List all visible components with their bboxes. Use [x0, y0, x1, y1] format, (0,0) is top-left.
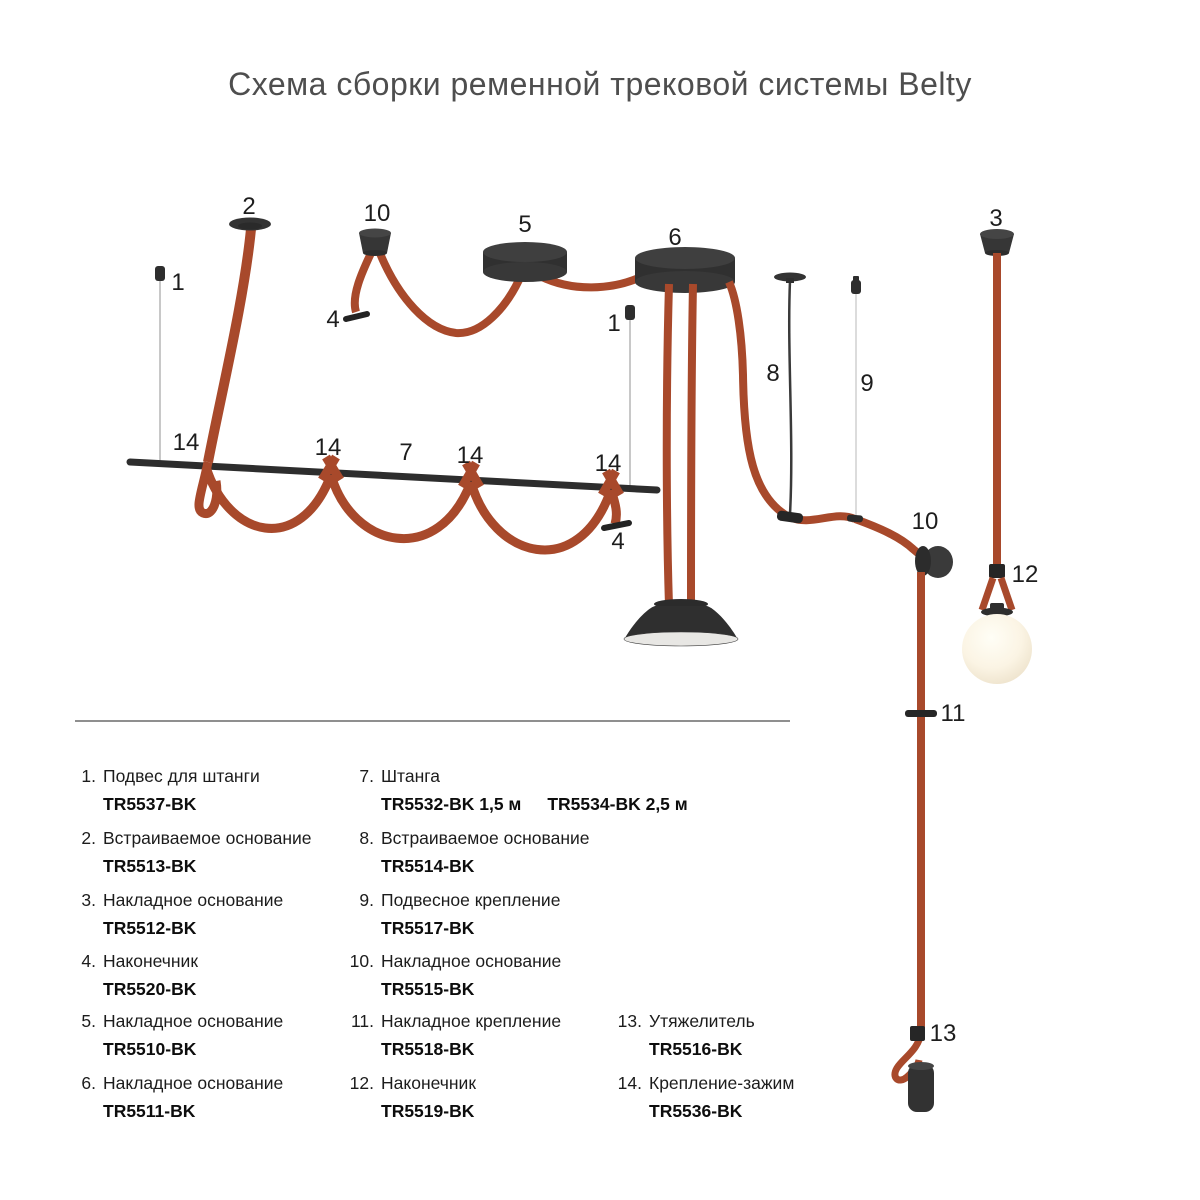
legend-item-11 [340, 1010, 561, 1060]
legend-label: Накладное основание [103, 890, 284, 910]
legend-code: TR5514-BK [381, 856, 475, 876]
legend-num: 9. [359, 890, 374, 910]
legend-code: TR5536-BK [649, 1101, 743, 1121]
surface-base-10-top [359, 229, 391, 257]
legend-code: TR5518-BK [381, 1039, 475, 1059]
legend-num: 11. [350, 1011, 374, 1031]
belt-clamp-13 [910, 1026, 925, 1041]
surface-base-5 [483, 242, 567, 282]
legend-code: TR5510-BK [103, 1039, 197, 1059]
callout-7: 7 [399, 439, 413, 466]
legend-label: Встраиваемое основание [381, 828, 590, 848]
callout-8: 8 [766, 360, 780, 387]
callout-10-bottom: 10 [911, 508, 939, 535]
callout-5: 5 [518, 211, 532, 238]
rod-suspension-left [155, 266, 165, 463]
legend-label: Подвесное крепление [381, 890, 561, 910]
legend-code: TR5512-BK [103, 918, 197, 938]
callout-4-right: 4 [611, 528, 625, 555]
callout-11: 11 [940, 700, 966, 727]
belt-clamp-8 [776, 510, 803, 524]
callout-14-c: 14 [456, 442, 484, 469]
legend-code: TR5537-BK [103, 794, 197, 814]
legend-item-1 [70, 765, 260, 815]
legend-code: TR5519-BK [381, 1101, 475, 1121]
callout-1-left: 1 [171, 269, 185, 296]
page-title: Схема сборки ременной трековой системы Belty [228, 66, 972, 102]
legend-label: Наконечник [103, 951, 198, 971]
legend-num: 14. [617, 1073, 642, 1093]
legend-label: Встраиваемое основание [103, 828, 312, 848]
legend-code: TR5513-BK [103, 856, 197, 876]
legend-item-7 [340, 765, 688, 815]
surface-base-6 [635, 247, 735, 293]
callout-6: 6 [668, 224, 682, 251]
legend-label: Крепление-зажим [649, 1073, 795, 1093]
callout-4-left: 4 [326, 306, 340, 333]
legend-num: 2. [81, 828, 96, 848]
legend-item-10 [340, 950, 561, 1000]
legend-code: TR5520-BK [103, 979, 197, 999]
callout-10-top: 10 [363, 200, 391, 227]
legend-num: 3. [81, 890, 96, 910]
legend-item-2 [70, 827, 312, 877]
legend-code: TR5532-BK 1,5 м [381, 794, 522, 814]
legend-code: TR5511-BK [103, 1101, 196, 1121]
surface-base-3 [980, 229, 1014, 256]
legend-item-9 [340, 889, 560, 939]
legend-label: Накладное основание [103, 1073, 284, 1093]
legend-item-5 [70, 1010, 283, 1060]
callout-13: 13 [929, 1020, 957, 1047]
legend-num: 1. [81, 766, 96, 786]
belt-clamp-12 [989, 564, 1005, 578]
legend-code: TR5516-BK [649, 1039, 743, 1059]
legend-code-2: TR5534-BK 2,5 м [547, 794, 688, 814]
legend-item-12 [340, 1072, 476, 1122]
weight-13 [908, 1062, 934, 1112]
rod-suspension-right [625, 305, 635, 487]
legend-label: Накладное основание [103, 1011, 284, 1031]
legend-label: Накладное крепление [381, 1011, 562, 1031]
callout-14-b: 14 [314, 434, 342, 461]
sphere-lamp [962, 578, 1032, 684]
callout-1-right: 1 [607, 310, 621, 337]
legend-num: 13. [617, 1011, 642, 1031]
legend-item-4 [70, 950, 198, 1000]
legend-num: 4. [81, 951, 96, 971]
legend-num: 7. [359, 766, 374, 786]
legend-num: 5. [81, 1011, 96, 1031]
legend-item-6 [70, 1072, 283, 1122]
legend-separator [75, 720, 790, 722]
legend-label: Утяжелитель [649, 1011, 755, 1031]
legend-code: TR5517-BK [381, 918, 475, 938]
legend-num: 6. [81, 1073, 96, 1093]
legend-label: Штанга [381, 766, 440, 786]
callout-2: 2 [242, 193, 256, 220]
cone-lamp [624, 599, 738, 646]
recessed-base-8 [774, 273, 806, 515]
legend-code: TR5515-BK [381, 979, 475, 999]
belts-from-base-6 [667, 282, 933, 606]
belt-clamp-9 [847, 514, 863, 522]
legend-label: Наконечник [381, 1073, 476, 1093]
callout-3: 3 [989, 205, 1003, 232]
legend-num: 12. [349, 1073, 374, 1093]
callout-14-d: 14 [594, 450, 622, 477]
legend-item-3 [70, 889, 283, 939]
legend-label: Накладное основание [381, 951, 562, 971]
belt-end-tip-4-left [346, 314, 367, 319]
legend-num: 10. [349, 951, 374, 971]
callout-12: 12 [1011, 561, 1039, 588]
legend-num: 8. [359, 828, 374, 848]
pendant-mount-9 [851, 276, 861, 518]
legend-item-8 [340, 827, 590, 877]
callout-9: 9 [860, 370, 874, 397]
callout-14-a: 14 [172, 429, 200, 456]
legend-label: Подвес для штанги [103, 766, 260, 786]
surface-clip-11 [905, 710, 937, 717]
legend-item-14 [604, 1072, 794, 1122]
legend-item-13 [604, 1010, 755, 1060]
